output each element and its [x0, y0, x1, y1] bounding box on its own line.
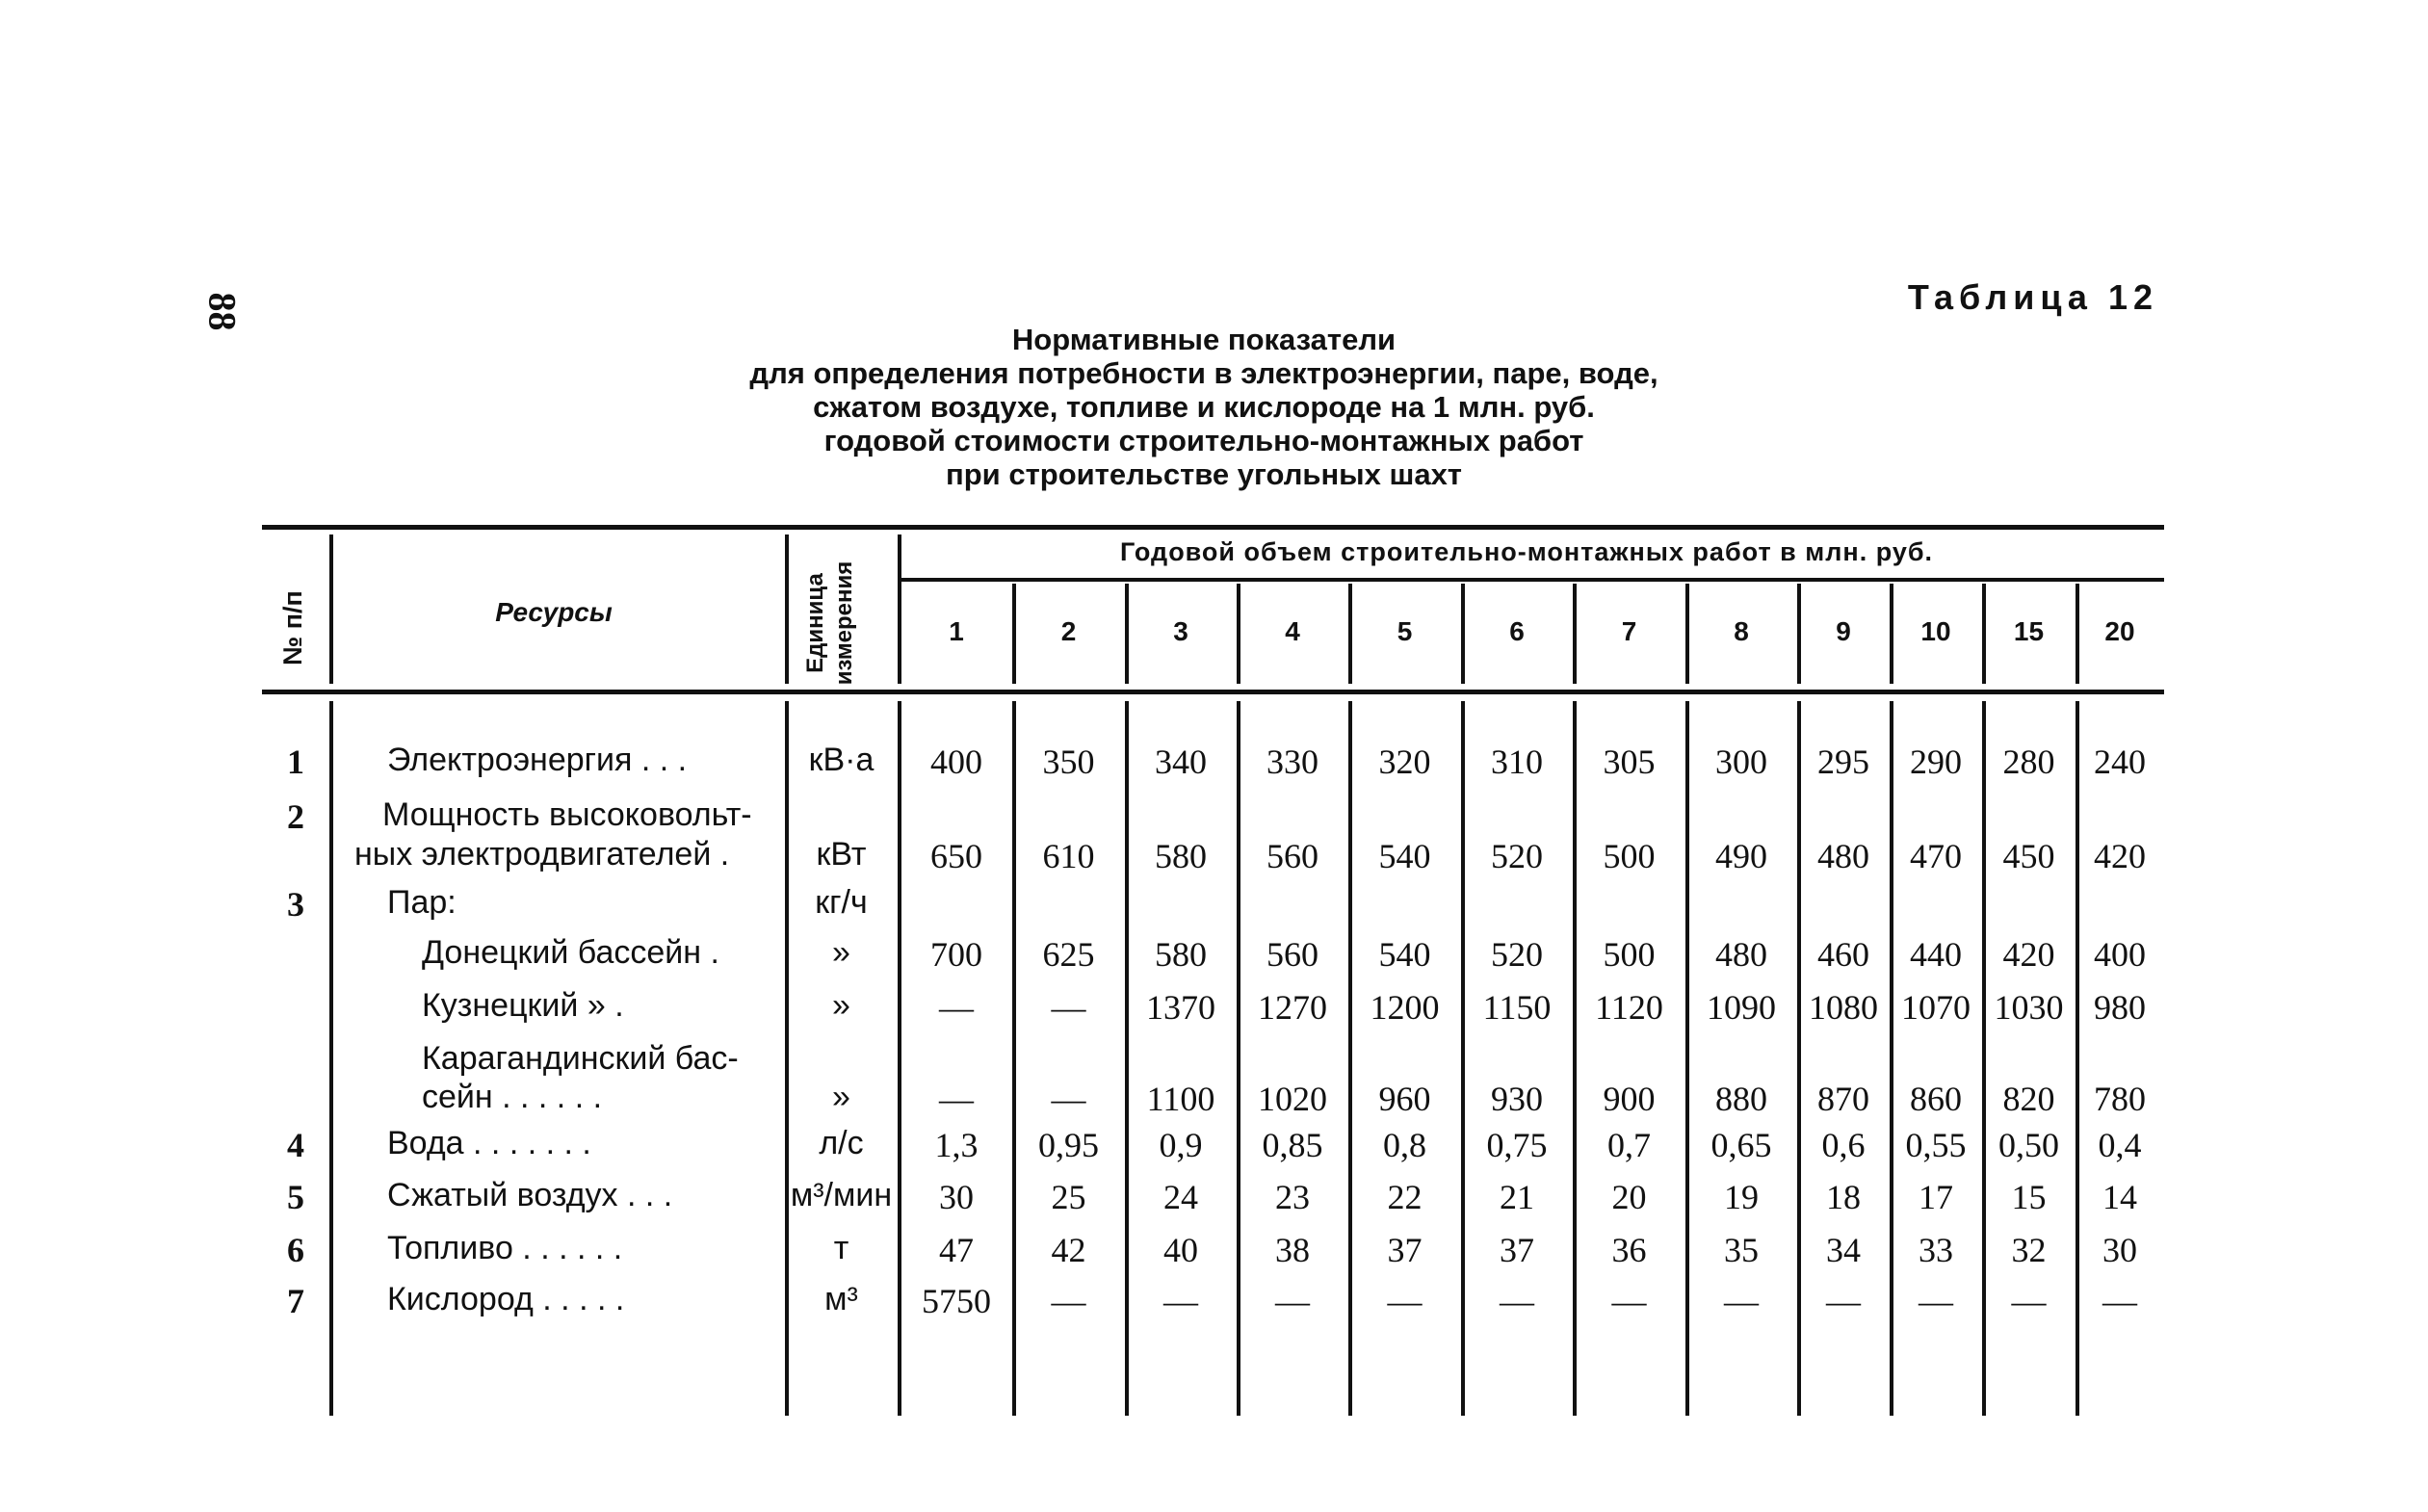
value-cell: 980	[2094, 988, 2146, 1027]
value-cell: 290	[1910, 743, 1962, 781]
unit-cell: кВ·а	[808, 742, 875, 778]
volume-header-4: 4	[1285, 616, 1300, 646]
value-cell: 1,3	[934, 1126, 979, 1164]
unit-cell: м³/мин	[790, 1177, 893, 1213]
value-cell: 5750	[922, 1282, 991, 1320]
row-number: 3	[287, 885, 304, 924]
value-cell: 870	[1817, 1080, 1869, 1118]
value-cell: 300	[1715, 743, 1767, 781]
resource-name: ных электродвигателей .	[354, 836, 730, 873]
value-cell: 0,9	[1159, 1126, 1203, 1164]
heading-line: Нормативные показатели	[1011, 323, 1397, 356]
value-cell: 305	[1603, 743, 1656, 781]
resource-name: Карагандинский бас-	[422, 1040, 739, 1077]
volume-header-20: 20	[2104, 616, 2135, 646]
value-cell: 400	[930, 743, 982, 781]
column-divider	[329, 534, 333, 684]
value-cell: —	[2011, 1282, 2047, 1320]
value-cell: 0,85	[1262, 1126, 1323, 1164]
volume-header-7: 7	[1621, 616, 1637, 646]
value-cell: 625	[1042, 935, 1095, 974]
value-cell: —	[1051, 1282, 1086, 1320]
resource-name: Мощность высоковольт-	[382, 796, 752, 833]
header-unit-line: Единица	[802, 573, 828, 673]
value-cell: —	[1051, 988, 1086, 1027]
value-cell: 295	[1817, 743, 1869, 781]
value-cell: 650	[930, 837, 982, 875]
value-cell: 340	[1155, 743, 1207, 781]
value-cell: 1200	[1370, 988, 1440, 1027]
value-cell: 310	[1491, 743, 1543, 781]
value-cell: 32	[2011, 1231, 2047, 1269]
table-heading	[578, 323, 1830, 491]
value-cell: 330	[1266, 743, 1318, 781]
value-cell: 1270	[1258, 988, 1327, 1027]
value-cell: 17	[1919, 1178, 1953, 1216]
value-cell: 23	[1275, 1178, 1310, 1216]
value-cell: 580	[1155, 935, 1207, 974]
value-cell: 960	[1378, 1080, 1431, 1118]
volume-header-9: 9	[1836, 616, 1851, 646]
value-cell: 37	[1500, 1231, 1534, 1269]
value-cell: 820	[2002, 1080, 2055, 1118]
value-cell: 1030	[1994, 988, 2064, 1027]
value-cell: 0,65	[1710, 1126, 1772, 1164]
value-cell: 0,75	[1486, 1126, 1548, 1164]
value-cell: —	[939, 988, 974, 1027]
volume-header-8: 8	[1734, 616, 1749, 646]
value-cell: 0,4	[2098, 1126, 2142, 1164]
header-resources: Ресурсы	[495, 597, 613, 627]
value-cell: 14	[2102, 1178, 2137, 1216]
unit-cell: кВт	[816, 836, 867, 873]
value-cell: 350	[1042, 743, 1095, 781]
unit-cell: м³	[824, 1281, 858, 1317]
value-cell: 860	[1910, 1080, 1962, 1118]
value-cell: 420	[2094, 837, 2146, 875]
value-cell: 20	[1611, 1178, 1647, 1216]
unit-cell: т	[833, 1230, 849, 1266]
row-number: 1	[287, 743, 304, 781]
volume-header-10: 10	[1920, 616, 1951, 646]
value-cell: —	[1275, 1282, 1310, 1320]
value-cell: 460	[1817, 935, 1869, 974]
value-cell: 15	[2011, 1178, 2047, 1216]
value-cell: 33	[1919, 1231, 1953, 1269]
value-cell: 520	[1491, 837, 1543, 875]
value-cell: 610	[1042, 837, 1095, 875]
row-number: 6	[287, 1231, 304, 1269]
value-cell: 1020	[1258, 1080, 1327, 1118]
value-cell: 240	[2094, 743, 2146, 781]
value-cell: 0,7	[1607, 1126, 1651, 1164]
value-cell: —	[1500, 1282, 1534, 1320]
value-cell: 0,55	[1905, 1126, 1967, 1164]
unit-cell: »	[832, 934, 850, 971]
resource-name: Кислород . . . . .	[387, 1281, 625, 1317]
resource-name: Вода . . . . . . .	[387, 1125, 591, 1161]
value-cell: 930	[1491, 1080, 1543, 1118]
value-cell: 35	[1724, 1231, 1759, 1269]
unit-cell: »	[832, 987, 850, 1024]
value-cell: 540	[1378, 837, 1431, 875]
table-label: Таблица 12	[1907, 277, 2158, 317]
value-cell: 19	[1724, 1178, 1759, 1216]
value-cell: 400	[2094, 935, 2146, 974]
column-divider	[898, 534, 901, 684]
value-cell: 780	[2094, 1080, 2146, 1118]
value-cell: 480	[1817, 837, 1869, 875]
table-top-rule	[262, 525, 2164, 530]
value-cell: 40	[1163, 1231, 1198, 1269]
value-cell: 320	[1378, 743, 1431, 781]
column-divider	[785, 534, 789, 684]
volume-header-6: 6	[1509, 616, 1525, 646]
value-cell: 25	[1051, 1178, 1086, 1216]
value-cell: 0,6	[1821, 1126, 1866, 1164]
value-cell: —	[1051, 1080, 1086, 1118]
volume-header-2: 2	[1060, 616, 1077, 646]
value-cell: 34	[1826, 1231, 1861, 1269]
row-number: 5	[287, 1178, 304, 1216]
resource-name: Донецкий бассейн .	[422, 934, 719, 971]
value-cell: 280	[2002, 743, 2055, 781]
value-cell: 520	[1491, 935, 1543, 974]
value-cell: 18	[1826, 1178, 1861, 1216]
value-cell: 1370	[1146, 988, 1215, 1027]
header-unit	[801, 551, 869, 695]
value-cell: 880	[1715, 1080, 1767, 1118]
value-cell: 47	[939, 1231, 974, 1269]
header-number: № п/п	[278, 590, 307, 665]
unit-cell: кг/ч	[815, 884, 868, 921]
volume-header-5: 5	[1397, 616, 1413, 646]
value-cell: —	[1724, 1282, 1759, 1320]
value-cell: —	[1163, 1282, 1198, 1320]
unit-cell: »	[832, 1079, 850, 1115]
value-cell: 22	[1387, 1178, 1423, 1216]
value-cell: 0,95	[1038, 1126, 1099, 1164]
value-cell: 470	[1910, 837, 1962, 875]
header-bottom-rule	[262, 690, 2164, 694]
header-unit-line: измерения	[831, 560, 857, 686]
value-cell: —	[1826, 1282, 1861, 1320]
row-number: 2	[287, 797, 304, 836]
value-cell: 420	[2002, 935, 2055, 974]
resource-name: Топливо . . . . . .	[387, 1230, 623, 1266]
resource-name: Пар:	[387, 884, 457, 921]
resource-name: Электроэнергия . . .	[387, 742, 688, 778]
value-cell: 450	[2002, 837, 2055, 875]
resource-name: Сжатый воздух . . .	[387, 1177, 673, 1213]
value-cell: 1100	[1146, 1080, 1215, 1118]
volume-header-3: 3	[1173, 616, 1188, 646]
resource-name: Кузнецкий » .	[422, 987, 624, 1024]
value-cell: 36	[1611, 1231, 1647, 1269]
column-divider	[329, 701, 333, 1416]
volume-header-1: 1	[949, 616, 964, 646]
heading-line: сжатом воздухе, топливе и кислороде на 1 млн. руб.	[813, 390, 1595, 424]
value-cell: —	[1611, 1282, 1647, 1320]
header-volume-group: Годовой объем строительно-монтажных работ в млн. руб.	[1119, 537, 1934, 566]
page-number: 88	[200, 292, 245, 331]
value-cell: 21	[1500, 1178, 1534, 1216]
value-cell: 38	[1275, 1231, 1310, 1269]
value-cell: 1150	[1482, 988, 1552, 1027]
value-cell: —	[939, 1080, 974, 1118]
value-cell: 30	[2102, 1231, 2137, 1269]
value-cell: 490	[1715, 837, 1767, 875]
value-cell: 0,8	[1383, 1126, 1426, 1164]
value-cell: —	[1919, 1282, 1953, 1320]
value-cell: 30	[939, 1178, 974, 1216]
value-cell: 560	[1266, 935, 1318, 974]
value-cell: 0,50	[1998, 1126, 2059, 1164]
value-cell: 1070	[1901, 988, 1971, 1027]
row-number: 4	[287, 1126, 304, 1164]
value-cell: 1120	[1595, 988, 1663, 1027]
value-cell: 560	[1266, 837, 1318, 875]
value-cell: 42	[1051, 1231, 1086, 1269]
value-cell: 500	[1603, 935, 1656, 974]
value-cell: 500	[1603, 837, 1656, 875]
heading-line: для определения потребности в электроэнергии, паре, воде,	[749, 356, 1658, 390]
unit-cell: л/с	[819, 1125, 864, 1161]
volume-group-rule	[901, 578, 2164, 582]
volume-header-15: 15	[2013, 616, 2045, 646]
row-number: 7	[287, 1282, 304, 1320]
resource-name: сейн . . . . . .	[422, 1079, 603, 1115]
value-cell: 24	[1163, 1178, 1198, 1216]
value-cell: 440	[1910, 935, 1962, 974]
value-cell: 580	[1155, 837, 1207, 875]
heading-line: годовой стоимости строительно-монтажных работ	[823, 424, 1584, 457]
value-cell: 1080	[1809, 988, 1878, 1027]
value-cell: 37	[1387, 1231, 1423, 1269]
value-cell: —	[2102, 1282, 2137, 1320]
value-cell: —	[1387, 1282, 1423, 1320]
value-cell: 700	[930, 935, 982, 974]
value-cell: 1090	[1707, 988, 1776, 1027]
value-cell: 480	[1715, 935, 1767, 974]
value-cell: 540	[1378, 935, 1431, 974]
value-cell: 900	[1603, 1080, 1656, 1118]
heading-line: при строительстве угольных шахт	[946, 457, 1462, 491]
